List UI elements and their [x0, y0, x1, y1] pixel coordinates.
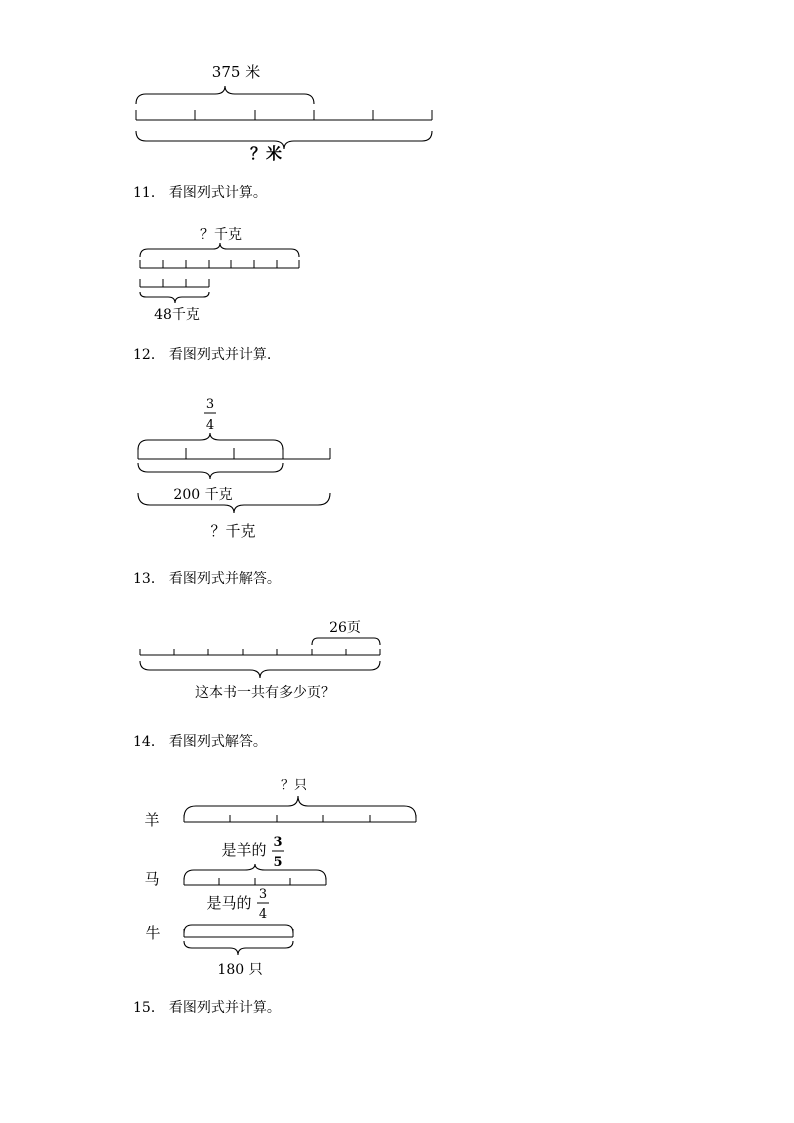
question-15	[133, 1000, 281, 1016]
label-horse-relation: 是羊的	[221, 841, 267, 859]
brace-cow-top	[184, 925, 293, 933]
label-cow-relation: 是马的	[206, 894, 252, 912]
question-number: 15．	[133, 1000, 165, 1016]
label-total-m: ？米	[249, 144, 283, 163]
question-number: 14．	[133, 734, 165, 750]
cow-fraction-numerator: 3	[258, 887, 268, 902]
question-text: 看图列式计算。	[168, 185, 267, 201]
label-total-kg: ？千克	[210, 522, 256, 540]
label-question: 这本书一共有多少页？	[195, 685, 335, 701]
label-26pages: 26页	[329, 620, 361, 636]
horse-fraction-denominator: 5	[273, 855, 283, 870]
label-sheep-total: ？只	[280, 778, 308, 793]
label-200kg: 200 千克	[173, 487, 233, 503]
question-text: 看图列式解答。	[168, 734, 267, 750]
question-text: 看图列式并解答。	[168, 571, 281, 587]
label-180: 180 只	[217, 962, 263, 978]
fraction-denominator: 4	[205, 418, 215, 433]
row-label-sheep: 羊	[144, 811, 160, 829]
horse-fraction-numerator: 3	[273, 835, 283, 850]
ticks-sheep	[184, 815, 416, 822]
question-text: 看图列式并计算.	[168, 347, 272, 363]
brace-sheep-total	[184, 796, 416, 818]
row-label-cow: 牛	[145, 924, 161, 942]
brace-horse	[184, 864, 326, 880]
label-total-kg: ？千克	[200, 227, 242, 243]
cow-fraction-denominator: 4	[258, 907, 268, 922]
question-number: 12．	[133, 347, 165, 363]
question-text: 看图列式并计算。	[168, 1000, 281, 1016]
question-number: 13．	[133, 571, 165, 587]
fraction-numerator: 3	[205, 397, 215, 412]
ticks-cow	[184, 929, 293, 937]
question-number: 11．	[133, 185, 165, 201]
brace-cow-bottom	[184, 941, 293, 955]
ticks-horse	[184, 878, 326, 885]
row-label-horse: 马	[144, 870, 160, 888]
label-375m: 375 米	[211, 63, 261, 81]
label-48kg: 48千克	[154, 307, 200, 323]
